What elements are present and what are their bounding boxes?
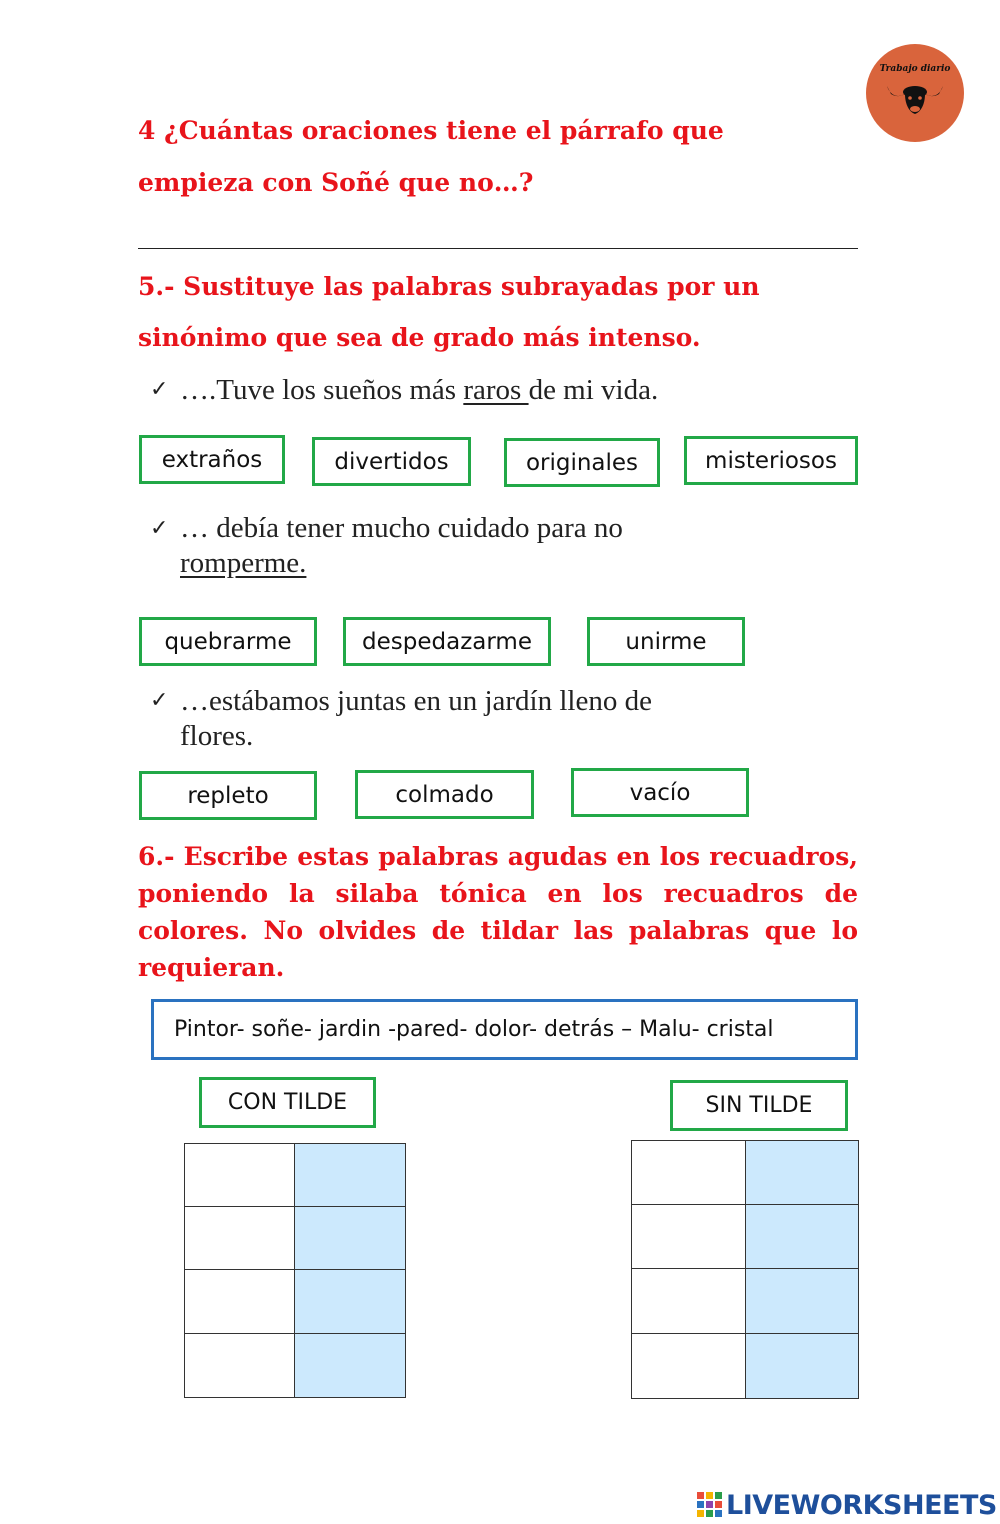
syllable-cell[interactable] (185, 1334, 295, 1398)
tonic-cell[interactable] (295, 1334, 406, 1398)
tonic-input[interactable] (746, 1141, 858, 1204)
tonic-input[interactable] (746, 1205, 858, 1268)
check-icon: ✓ (150, 688, 169, 713)
tonic-cell[interactable] (746, 1334, 859, 1399)
syllable-cell[interactable] (632, 1269, 746, 1334)
option-colmado[interactable]: colmado (355, 770, 534, 819)
syllable-input[interactable] (632, 1269, 745, 1333)
tonic-input[interactable] (295, 1144, 405, 1206)
sentence-text: de mi vida. (528, 374, 659, 406)
grid-row (185, 1334, 406, 1398)
sin-tilde-label: SIN TILDE (670, 1080, 848, 1131)
sentence-text: …estábamos juntas en un jardín lleno de (180, 685, 652, 717)
syllable-input[interactable] (632, 1205, 745, 1268)
grid-row (632, 1205, 859, 1269)
syllable-input[interactable] (185, 1270, 294, 1333)
q6-instructions: 6.- Escribe estas palabras agudas en los recuadros, poniendo la silaba tónica en los recuadros de colores. No olvides de tildar las palabras que lo requieran. (138, 842, 858, 982)
tonic-cell[interactable] (746, 1205, 859, 1269)
logo-badge (866, 44, 964, 142)
sentence-text: ….Tuve los sueños más (180, 374, 464, 406)
grid-row (632, 1141, 859, 1205)
grid-row (185, 1207, 406, 1270)
option-repleto[interactable]: repleto (139, 771, 317, 820)
grid-row (632, 1334, 859, 1399)
syllable-cell[interactable] (185, 1270, 295, 1334)
syllable-input[interactable] (185, 1207, 294, 1269)
syllable-input[interactable] (632, 1334, 745, 1398)
liveworksheets-logo-icon (697, 1492, 723, 1518)
grid-row (185, 1270, 406, 1334)
q4-line-2: empieza con Soñé que no…? (138, 168, 534, 197)
sentence-text: … debía tener mucho cuidado para no (180, 512, 623, 544)
option-vacio[interactable]: vacío (571, 768, 749, 817)
q5-line-1: 5.- Sustituye las palabras subrayadas por un (138, 272, 760, 301)
word-bank: Pintor- soñe- jardin -pared- dolor- detrás – Malu- cristal (151, 999, 858, 1060)
underlined-word: raros (463, 374, 529, 406)
grid-row (185, 1144, 406, 1207)
tonic-input[interactable] (295, 1334, 405, 1397)
sentence-text: flores. (180, 720, 254, 752)
syllable-cell[interactable] (632, 1205, 746, 1269)
tonic-input[interactable] (746, 1269, 858, 1333)
check-icon: ✓ (150, 377, 169, 402)
tonic-cell[interactable] (295, 1207, 406, 1270)
tonic-input[interactable] (295, 1207, 405, 1269)
underlined-word: romperme. (180, 547, 307, 579)
tonic-cell[interactable] (295, 1144, 406, 1207)
syllable-input[interactable] (185, 1334, 294, 1397)
option-divertidos[interactable]: divertidos (312, 437, 471, 486)
tonic-cell[interactable] (295, 1270, 406, 1334)
q5-item-1-sentence (180, 373, 658, 408)
con-tilde-grid (184, 1143, 406, 1398)
brand-text: LIVEWORKSHEETS (726, 1489, 997, 1521)
option-originales[interactable]: originales (504, 438, 660, 487)
tonic-input[interactable] (295, 1270, 405, 1333)
syllable-cell[interactable] (632, 1334, 746, 1399)
option-unirme[interactable]: unirme (587, 617, 745, 666)
liveworksheets-brand (697, 1488, 997, 1522)
sin-tilde-grid (631, 1140, 859, 1399)
syllable-input[interactable] (632, 1141, 745, 1204)
option-extranos[interactable]: extraños (139, 435, 285, 484)
logo-text: Trabajo diario (879, 64, 951, 74)
q5-line-2: sinónimo que sea de grado más intenso. (138, 323, 701, 352)
tonic-input[interactable] (746, 1334, 858, 1398)
syllable-cell[interactable] (632, 1141, 746, 1205)
option-misteriosos[interactable]: misteriosos (684, 436, 858, 485)
q5-item-2-sentence (180, 511, 623, 581)
syllable-cell[interactable] (185, 1144, 295, 1207)
q5-item-3-sentence (180, 684, 652, 754)
syllable-cell[interactable] (185, 1207, 295, 1270)
q4-answer-line[interactable] (138, 248, 858, 249)
q4-line-1: 4 ¿Cuántas oraciones tiene el párrafo que (138, 116, 724, 145)
tonic-cell[interactable] (746, 1269, 859, 1334)
buffalo-icon (883, 76, 947, 116)
option-quebrarme[interactable]: quebrarme (139, 617, 317, 666)
grid-row (632, 1269, 859, 1334)
tonic-cell[interactable] (746, 1141, 859, 1205)
option-despedazarme[interactable]: despedazarme (343, 617, 551, 666)
syllable-input[interactable] (185, 1144, 294, 1206)
check-icon: ✓ (150, 516, 169, 541)
con-tilde-label: CON TILDE (199, 1077, 376, 1128)
